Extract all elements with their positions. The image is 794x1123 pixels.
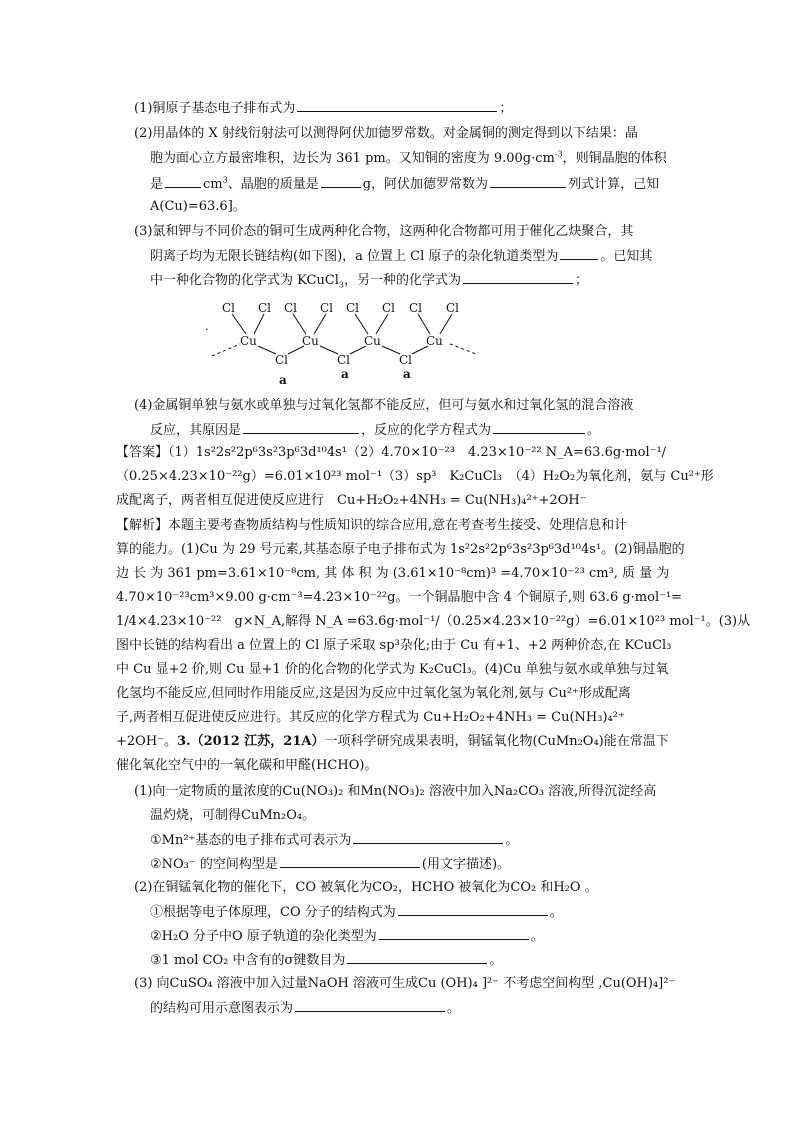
- p3-q2a-end: 。: [549, 905, 563, 920]
- answer-blank: [297, 98, 497, 112]
- answer-blank: [165, 174, 201, 188]
- answer-blank: [560, 246, 598, 260]
- q2-text-e: 、晶胞的质量是: [227, 177, 319, 192]
- q2-line-2: 胞为面心立方最密堆积，边长为 361 pm。又知铜的密度为 $9.00g\cdot cm^{-3}$，则铜晶胞的体积: [150, 149, 667, 166]
- q3-text-a: 阴离子均为无限长链结构(如下图)，a 位置上 Cl 原子的杂化轨道类型为: [150, 249, 559, 264]
- p3-q2-line: (2)在铜锰氧化物的催化下，CO 被氧化为CO₂，HCHO 被氧化为CO₂ 和H₂O 。: [134, 880, 598, 895]
- chain-a-label: a: [341, 367, 349, 381]
- answer-blank: [347, 950, 487, 964]
- q3-text-c: 中一种化合物的化学式为 KCuCl: [150, 273, 339, 288]
- q2-text-b: ，则铜晶胞的体积: [562, 151, 667, 166]
- answer-line-2: （0.25×4.23×10⁻²²g）=6.01×10²³ mol⁻¹（3）sp³ K₂CuCl₃ （4）H₂O₂为氧化剂，氨与 Cu²⁺形: [116, 469, 714, 484]
- q4-line-1: (4)金属铜单独与氨水或单独与过氧化氢都不能反应，但可与氨水和过氧化氢的混合溶液: [134, 398, 634, 413]
- q4-line-2: [150, 420, 600, 440]
- question-3-heading: 3.（2012 江苏，21A）: [177, 734, 325, 749]
- p3-q2b-text: ②H₂O 分子中O 原子轨道的杂化类型为: [150, 929, 377, 944]
- chain-cl-label: Cl: [446, 301, 460, 315]
- p3-q2c-end: 。: [489, 953, 503, 968]
- analysis-line-9: 子,两者相互促进使反应进行。其反应的化学方程式为 Cu+H₂O₂+4NH₃ = Cu(NH₃)₄²⁺: [116, 710, 625, 725]
- chain-cl-bridge-label: Cl: [399, 353, 413, 367]
- analysis-line-1: 【解析】本题主要考查物质结构与性质知识的综合应用,意在考查考生接受、处理信息和计: [116, 518, 628, 533]
- p3-q2a-text: ①根据等电子体原理，CO 分子的结构式为: [150, 905, 396, 920]
- analysis-line-8: 化氢均不能反应,但同时作用能反应,这是因为反应中过氧化氢为氧化剂,氨与 Cu²⁺形成配离: [116, 686, 631, 701]
- chain-cl-label: Cl: [320, 301, 334, 315]
- chain-cl-label: Cl: [222, 301, 236, 315]
- p3-q1-sub-2: [150, 854, 510, 874]
- q2-text-f: g，阿伏加德罗常数为: [362, 177, 489, 192]
- p3-q2-sub-3: [150, 950, 502, 970]
- analysis-line-6: 图中长链的结构看出 a 位置上的 Cl 原子采取 sp³杂化;由于 Cu 有+1、+2 两种价态,在 KCuCl₃: [116, 638, 672, 653]
- q3-line-3: 中一种化合物的化学式为 KCuCl$_3$，另一种的化学式为 ；: [150, 270, 588, 290]
- analysis-line-3: 边 长 为 361 pm=3.61×10⁻⁸cm, 其 体 积 为 (3.61×10⁻⁸cm)³ =4.70×10⁻²³ cm³, 质 量 为: [116, 566, 670, 581]
- analysis-line-7: 中 Cu 显+2 价,则 Cu 显+1 价的化合物的化学式为 K₂CuCl₃。(4)Cu 单独与氨水或单独与过氧: [116, 662, 669, 677]
- analysis-line-11: 催化氧化空气中的一氧化碳和甲醛(HCHO)。: [116, 758, 378, 773]
- answer-blank: [463, 270, 573, 284]
- answer-blank: [379, 926, 529, 940]
- analysis-line-2: 算的能力。(1)Cu 为 29 号元素,其基态原子电子排布式为 1s²2s²2p⁶3s²3p⁶3d¹⁰4s¹。(2)铜晶胞的: [116, 542, 685, 557]
- q2-line-3: 是 $cm^3$、晶胞的质量是 g，阿伏加德罗常数为 列式计算，己知: [150, 175, 660, 192]
- p3-q1d-end: (用文字描述)。: [421, 857, 511, 872]
- chain-cl-bridge-label: Cl: [275, 353, 289, 367]
- q1-text: (1)铜原子基态电子排布式为: [134, 101, 296, 116]
- answer-blank: [490, 174, 566, 188]
- q1-end: ；: [499, 101, 513, 116]
- p3-q2b-end: 。: [530, 929, 544, 944]
- q1-line: [134, 98, 512, 118]
- chain-cl-label: Cl: [409, 301, 423, 315]
- q3-text-d: ，另一种的化学式为: [344, 273, 462, 288]
- answer-line-3: 成配离子，两者相互促进使反应进行 Cu+H₂O₂+4NH₃ = Cu(NH₃)₄²⁺+2OH⁻: [116, 493, 587, 508]
- q2-text-d: cm: [203, 177, 223, 192]
- p3-q3-line-2: [150, 998, 460, 1018]
- chain-cl-bridge-label: Cl: [337, 353, 351, 367]
- q2-text-a: 胞为面心立方最密堆积，边长为 361 pm。又知铜的密度为 9.00g·cm: [150, 151, 555, 166]
- answer-blank: [398, 902, 548, 916]
- chain-cu-label: Cu: [302, 334, 319, 348]
- q2-text-g: 列式计算，己知: [568, 177, 660, 192]
- q2-line-4: A(Cu)=63.6]。: [150, 199, 246, 214]
- cucl-chain-diagram: [200, 298, 500, 388]
- p3-q3b-text: 的结构可用示意图表示为: [150, 1001, 294, 1016]
- answer-line-1: 【答案】（1）1s²2s²2p⁶3s²3p⁶3d¹⁰4s¹（2）4.70×10⁻²³ 4.23×10⁻²² N_A=63.6g·mol⁻¹/: [116, 445, 667, 460]
- q4-text-a: 反应，其原因是: [150, 423, 242, 438]
- q4-text-c: 。: [587, 423, 601, 438]
- p3-q2-sub-1: [150, 902, 563, 922]
- chain-a-label: a: [279, 373, 287, 387]
- q3-line-1: (3)氯和钾与不同价态的铜可生成两种化合物，这两种化合物都可用于催化乙炔聚合，其: [134, 224, 634, 239]
- answer-blank: [295, 998, 445, 1012]
- analysis-line-10: [116, 732, 669, 751]
- chain-cu-label: Cu: [426, 334, 443, 348]
- answer-blank: [493, 420, 585, 434]
- answer-blank: [353, 830, 503, 844]
- question-3-intro: 一项科学研究成果表明，铜锰氧化物(CuMn₂O₄)能在常温下: [324, 734, 669, 749]
- chain-cl-label: Cl: [346, 301, 360, 315]
- analysis-line-5: 1/4×4.23×10⁻²² g×N_A,解得 N_A =63.6g·mol⁻¹/（0.25×4.23×10⁻²²g）=6.01×10²³ mol⁻¹。(3)从: [116, 614, 751, 629]
- p3-q1-line-1: (1)向一定物质的量浓度的Cu(NO₃)₂ 和Mn(NO₃)₂ 溶液中加入Na₂CO₃ 溶液,所得沉淀经高: [134, 784, 657, 799]
- q3-text-e: ；: [575, 273, 589, 288]
- answer-blank: [280, 854, 420, 868]
- answer-blank: [321, 174, 361, 188]
- p3-q1d-text: ②NO₃⁻ 的空间构型是: [150, 857, 278, 872]
- p3-q1c-end: 。: [505, 833, 519, 848]
- chain-cu-label: Cu: [240, 334, 257, 348]
- q3-line-2: [150, 246, 652, 266]
- p3-q1-sub-1: [150, 830, 518, 850]
- chain-cl-label: Cl: [258, 301, 272, 315]
- analysis-line-4: 4.70×10⁻²³cm³×9.00 g·cm⁻³=4.23×10⁻²²g。一个铜晶胞中含 4 个铜原子,则 63.6 g·mol⁻¹=: [116, 590, 683, 605]
- p3-q1-line-2: 温灼烧，可制得CuMn₂O₄。: [150, 808, 316, 823]
- svg-text:.: .: [205, 319, 209, 333]
- analysis-text: +2OH⁻。: [116, 734, 178, 749]
- p3-q2-sub-2: [150, 926, 544, 946]
- p3-q2c-text: ③1 mol CO₂ 中含有的σ键数目为: [150, 953, 346, 968]
- q3-text-b: 。已知其: [600, 249, 653, 264]
- chain-cl-label: Cl: [382, 301, 396, 315]
- p3-q1c-text: ①Mn²⁺基态的电子排布式可表示为: [150, 833, 352, 848]
- answer-blank: [243, 420, 359, 434]
- chain-a-label: a: [403, 367, 411, 381]
- q2-text-c: 是: [150, 177, 164, 192]
- p3-q3-line-1: (3) 向CuSO₄ 溶液中加入过量NaOH 溶液可生成Cu (OH)₄ ]²⁻ 不考虑空间构型 ,Cu(OH)₄]²⁻: [134, 976, 676, 991]
- chain-cl-label: Cl: [284, 301, 298, 315]
- q2-line-1: (2)用晶体的 X 射线衍射法可以测得阿伏加德罗常数。对金属铜的测定得到以下结果：晶: [134, 126, 638, 141]
- q4-text-b: ，反应的化学方程式为: [361, 423, 492, 438]
- chain-cu-label: Cu: [364, 334, 381, 348]
- p3-q3b-end: 。: [447, 1001, 461, 1016]
